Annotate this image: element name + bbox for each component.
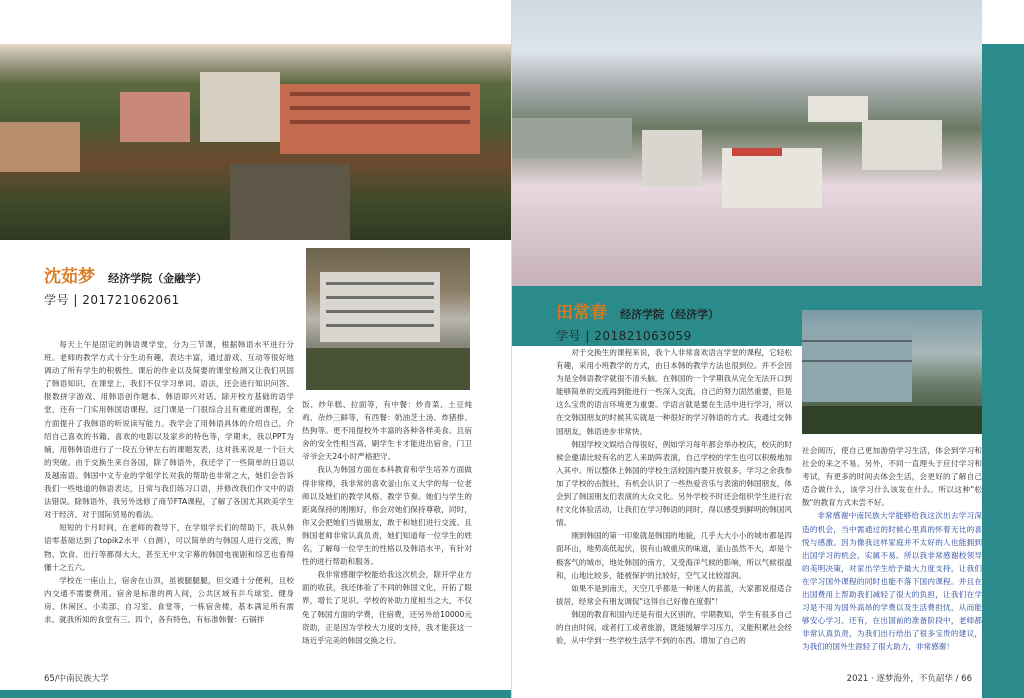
paragraph: 韩国的教育和国内还是有很大区别的，学期教知，学生有很多自己的自由时间，或者打工或者旅游，既能缓解学习压力，又能积累社会经验，从中学到一些学校生活学不到的东西。增加了自己的 bbox=[556, 609, 792, 646]
student-id: 学号 | 201821063059 bbox=[556, 329, 692, 343]
paragraph: 饭、炒年糕、拉面等，有中餐：炒青菜、土豆炖鸡、杂炒三鲜等，有西餐：奶油芝士汤、炸猪排、热狗等。更不用提校外丰富的各种各样美食。且宿舍的安全性相当高，刷学生卡才能进出宿舍，门卫爷爷会天24小时严格把守。 bbox=[302, 400, 472, 462]
left-footer-bar bbox=[0, 690, 512, 698]
cherry-blossom-campus-photo bbox=[512, 0, 982, 286]
paragraph: 刚到韩国的第一印象就是韩国的地貌，几乎大大小小的城市都是四面环山，地势高低起伏，很有山城重庆的味道，釜山虽然不大，却是个极客气的城市，地处韩国的南方，又受海洋气候的影响，所以气候很温和，山地比较多，能被保护的比较好，空气又比较湿润。 bbox=[556, 531, 792, 580]
right-article-col1 bbox=[556, 346, 792, 647]
paragraph: 如果不是到南天，天空几乎都是一种迷人的蓝蓝，大家都说很适合拔居，经常会有朋友调侃"这得自己好像在度假"！ bbox=[556, 583, 792, 606]
student-college: 经济学院（金融学） bbox=[108, 272, 208, 285]
paragraph: 学校在一座山上，宿舍在山顶，虽被腿腿腿，但交通十分便利，且校内交通不需要费用。宿舍是标准的两人间，公共区域有乒乓球室、健身房、休闲区、小卖部、自习室、食堂等，一栋宿舍楼，基本满足所有需求。就我所知的食堂有三、四个，各有特色，有标准韩餐：石锅拌 bbox=[44, 575, 294, 624]
right-page bbox=[512, 0, 1024, 698]
left-article-col1 bbox=[44, 338, 294, 626]
student-name: 沈茹梦 bbox=[44, 267, 95, 287]
paragraph: 我非常感谢学校能给我这次机会，除开学业方面的收获，我还体验了不同的韩国文化，开拓了眼界，增长了见识。学校的补助力度相当之大，不仅免了韩国方面的学费，住宿费，还另外给10000元资助，正是因为学校大力度的支持，我才能获这一场近乎完美的韩国交换之行。 bbox=[302, 570, 472, 645]
student-id: 学号 | 201721062061 bbox=[44, 293, 180, 307]
paragraph: 韩国学校文娱结合得很好，例如学习每年都会举办校庆，校庆的时候会邀请比较有名的艺人来助阵表演，自己学校的学生也可以积极地加入其中。所以整体上韩国的学校生活较国内要开放很多，学习之余我参加了学校的击鼓社，有机会认识了一些热爱音乐与表演的韩国朋友，体会到了韩国朋友们表演的大众文化。另外学校不时还会组织学生进行农村文化体验活动，让我们在学习韩语的同时，得以感受到鲜明的韩国风情。 bbox=[556, 439, 792, 528]
campus-aerial-photo bbox=[0, 44, 512, 240]
left-footer: 65/中南民族大学 bbox=[44, 674, 109, 684]
paragraph: 对于交换生的课程来说，我个人非常喜欢语言学堂的课程，它轻松有趣，采用小班教学的方式，由日本韩的教学方法也很到位。并不会因为是全韩语教学就很不清头脑。在韩国的一个学期我从完全无法开口到能够简单的交流再到能进行一些深入交流，自己的努力固然重要，但是这么宝贵的语言环境更为重要。学语言就是要在生活中进行学习，所以在交韩国朋友的时候其实就是一种很好的学习韩语的方式。我通过交韩国朋友，韩语进步非常快。 bbox=[556, 348, 792, 436]
right-accent-bar bbox=[982, 294, 1024, 698]
right-accent-bar-top bbox=[982, 44, 1024, 294]
left-article-col2 bbox=[302, 398, 472, 647]
right-footer: 2021 · 逐梦海外，不负韶华 / 66 bbox=[846, 674, 972, 684]
paragraph: 每天上午是固定的韩语课学堂，分为三节课，根据韩语水平进行分班。老师的教学方式十分生动有趣，表达丰富，通过游戏、互动等很好地调动了所有学生的积极性。课后的作业以及简要的课堂检测又让我们巩固了韩语知识，在课堂上，我们不仅学习单词、语法，还会进行知识问答、报数拼字游戏、用韩语创作题本、韩语即兴对话。除开校方基础的语学堂，还有一门实用韩国语课程。这门课是一门很综合且有难度的课程，全方面提升了我韩语的听说读写能力。我学会了用韩语具体的介绍自己，介绍自己喜欢的书籍、喜欢的电影以及家乡的特色等，学期末，我以PPT为辅，用韩韩语进行了一段五分钟左右的课题发表，这对我来说是一个巨大的突破。由于交换生来自各国，除了韩语外，我还学了一些简单的日语以及越南语。韩国中文专业的学姐学长对我的帮助也非常之大，她们会告诉我们一些地道的韩语表达，日常与我们练习口语，并修改我们作文中的语法错误。除韩语外，我另外选修了商节FTA课程，了解了各国尤其欧美学生对于经济、对于国际贸易的看法。 bbox=[44, 340, 294, 520]
right-student-header bbox=[556, 298, 719, 344]
student-name: 田常春 bbox=[556, 303, 607, 323]
paragraph: 短短的个月时间，在老师的教导下，在学姐学长们的帮助下，我从韩语零基础达到了topik2水平（自测），可以简单的与韩国人进行交流，购物、饮食、出行等都得大大，甚至无中文字幕的韩国电视剧和综艺也看得懂十之五六。 bbox=[44, 523, 294, 572]
modern-building-photo bbox=[802, 310, 982, 434]
student-college: 经济学院（经济学） bbox=[620, 308, 720, 321]
right-article-col2 bbox=[802, 444, 982, 654]
building-photo bbox=[306, 248, 470, 390]
paragraph: 社会阅历，使自己更加游悟学习生活，体会到学习和社会的来之不易。另外，不同一直理头于应付学习和考试，有更多的时间去体会生活，会更好的了解自己适合做什么，该学习什么该发在什么。所以这种"松散"的教育方式未尝不好。 bbox=[802, 446, 982, 508]
paragraph: 我认为韩国方面在本科教育和学生培养方面做得非常棒，我非常的喜欢釜山东义大学的每一位老师以及她们的教学风格、教学节奏。她们与学生的距离保持的刚刚好，你会对她们保持尊敬，同时，你又会把她们当做朋友，敢于和她们进行交流。且韩国老师非常认真负责，她们知道每一位学生的姓名，了解每一位学生的性格以及韩语水平，有针对性的进行帮助和服务。 bbox=[302, 465, 472, 567]
paragraph: 非常感谢中南民族大学能够给我这次出去学习深造的机会，当中需通过的时候心里真的怀着无比的喜悦与感激。因为像我这样家庭并不太好的人也能拥到出国学习的机会，实属不易。所以我非常感谢校领导的美明决策，对家出学生给予最大力度支持，让我们在学习国外课程的同时也能不落下国内课程。并且在出国费用上帮助我们减轻了很大的负担，让我们在学习是不用为国外高昂的学费以及生活费担忧，从而能够安心学习。还有，在出国前的准备阶段中，老师都非常认真负责，为我们出行给出了很多宝贵的建议，为我们的国外生涯轻了很大助力，非常感谢！ bbox=[802, 511, 982, 652]
left-student-header bbox=[44, 262, 207, 308]
